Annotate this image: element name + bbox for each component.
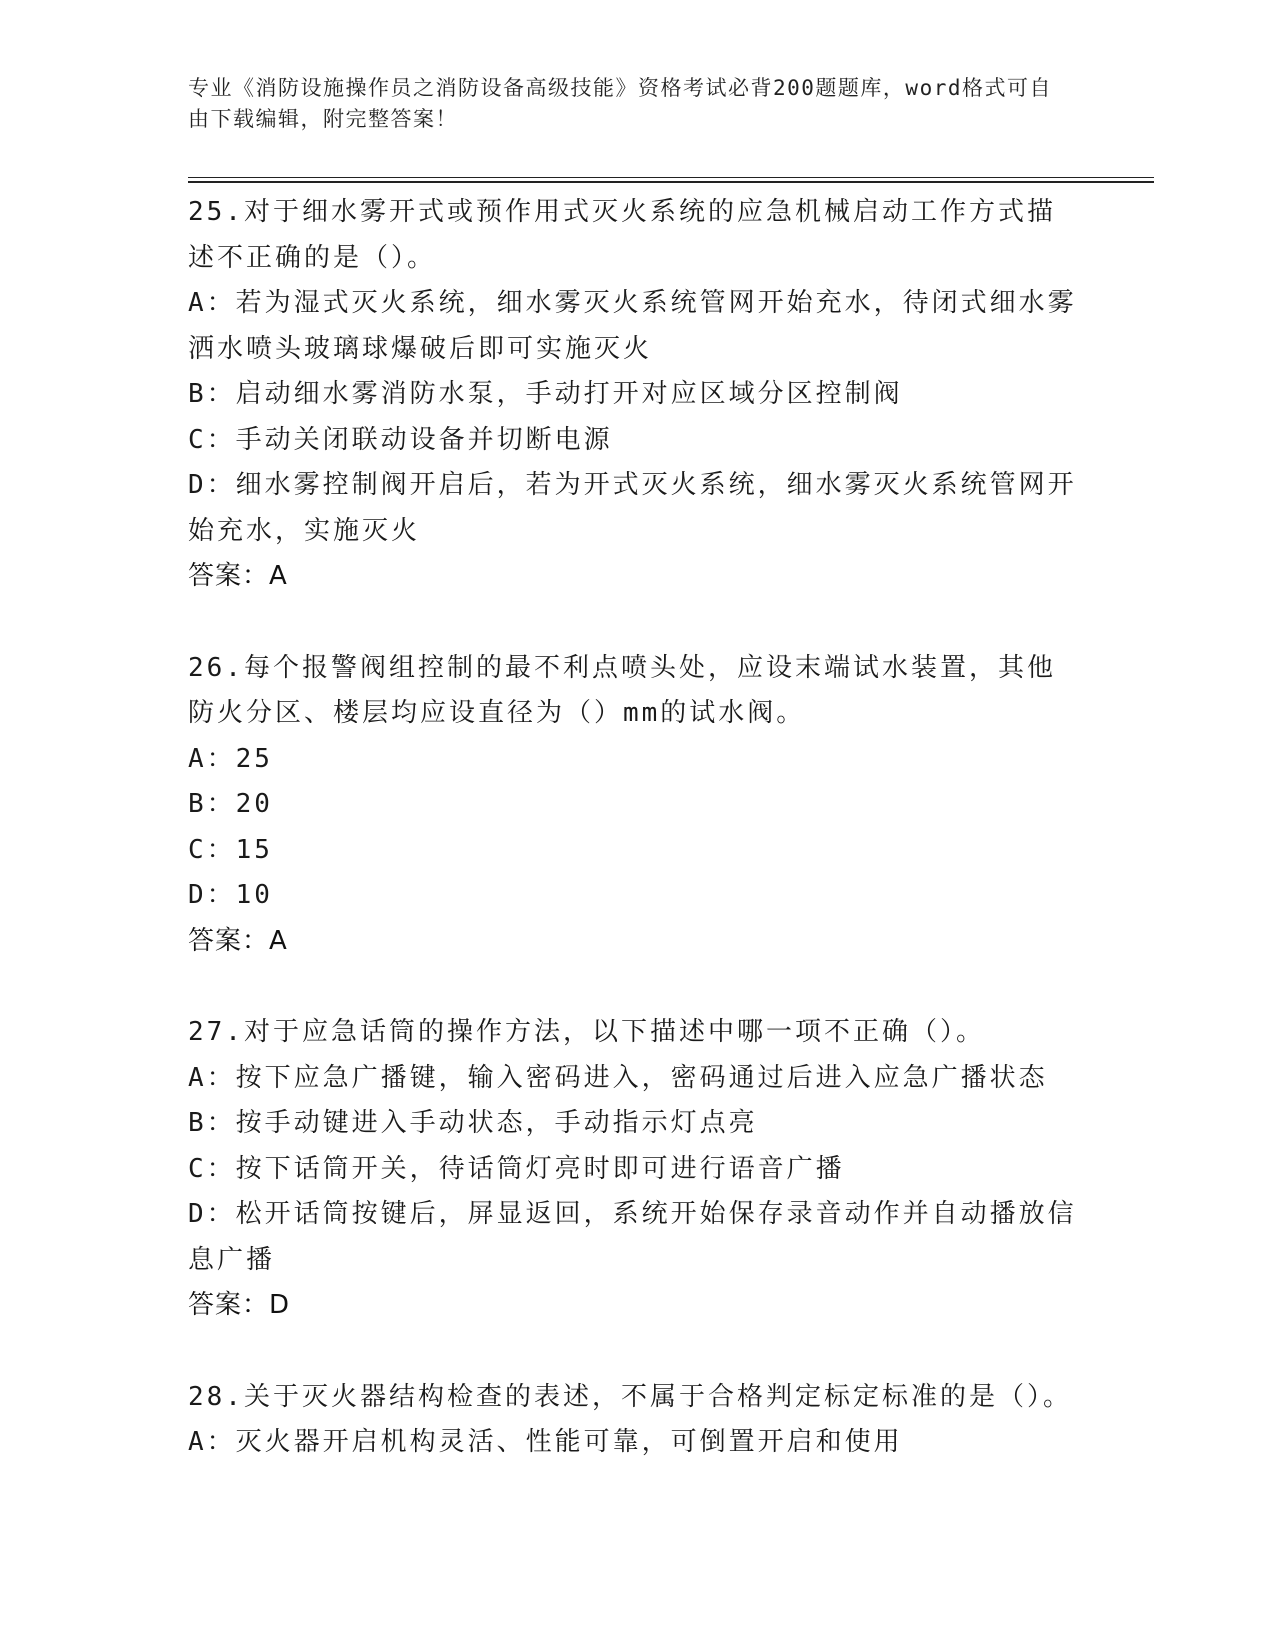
question-26 xyxy=(188,646,1078,965)
question-stem: 25.对于细水雾开式或预作用式灭火系统的应急机械启动工作方式描述不正确的是（）。 xyxy=(188,197,1056,273)
option-c: C：按下话筒开关，待话筒灯亮时即可进行语音广播 xyxy=(188,1153,845,1184)
answer-line: 答案：A xyxy=(188,925,288,956)
option-d: D：松开话筒按键后，屏显返回，系统开始保存录音动作并自动播放信息广播 xyxy=(188,1199,1077,1275)
option-d: D：10 xyxy=(188,880,273,910)
question-28 xyxy=(188,1375,1078,1466)
option-b: B：按手动键进入手动状态，手动指示灯点亮 xyxy=(188,1108,758,1138)
answer-line: 答案：A xyxy=(188,561,288,591)
header-rule-thick xyxy=(188,181,1154,183)
question-25 xyxy=(188,190,1078,600)
header-rule-thin xyxy=(188,177,1154,178)
question-stem: 28.关于灭火器结构检查的表述，不属于合格判定标定标准的是（）。 xyxy=(188,1381,1072,1412)
option-a: A：若为湿式灭火系统，细水雾灭火系统管网开始充水，待闭式细水雾洒水喷头玻璃球爆破后即可实施灭火 xyxy=(188,288,1077,364)
answer-line: 答案：D xyxy=(188,1290,291,1320)
option-c: C：手动关闭联动设备并切断电源 xyxy=(188,424,613,455)
question-stem: 27.对于应急话筒的操作方法，以下描述中哪一项不正确（）。 xyxy=(188,1017,985,1047)
option-c: C：15 xyxy=(188,834,273,865)
option-b: B：启动细水雾消防水泵，手动打开对应区域分区控制阀 xyxy=(188,379,903,409)
option-a: A：25 xyxy=(188,743,273,774)
option-a: A：按下应急广播键，输入密码进入，密码通过后进入应急广播状态 xyxy=(188,1062,1048,1093)
option-d: D：细水雾控制阀开启后，若为开式灭火系统，细水雾灭火系统管网开始充水，实施灭火 xyxy=(188,470,1077,546)
question-27 xyxy=(188,1010,1078,1329)
option-a: A：灭火器开启机构灵活、性能可靠，可倒置开启和使用 xyxy=(188,1427,903,1457)
question-stem: 26.每个报警阀组控制的最不利点喷头处，应设末端试水装置，其他防火分区、楼层均应设直径为（）mm的试水阀。 xyxy=(188,652,1056,728)
document-header: 专业《消防设施操作员之消防设备高级技能》资格考试必背200题题库，word格式可自由下载编辑，附完整答案！ xyxy=(188,76,1052,131)
question-list xyxy=(188,190,1078,1512)
option-b: B：20 xyxy=(188,789,273,819)
